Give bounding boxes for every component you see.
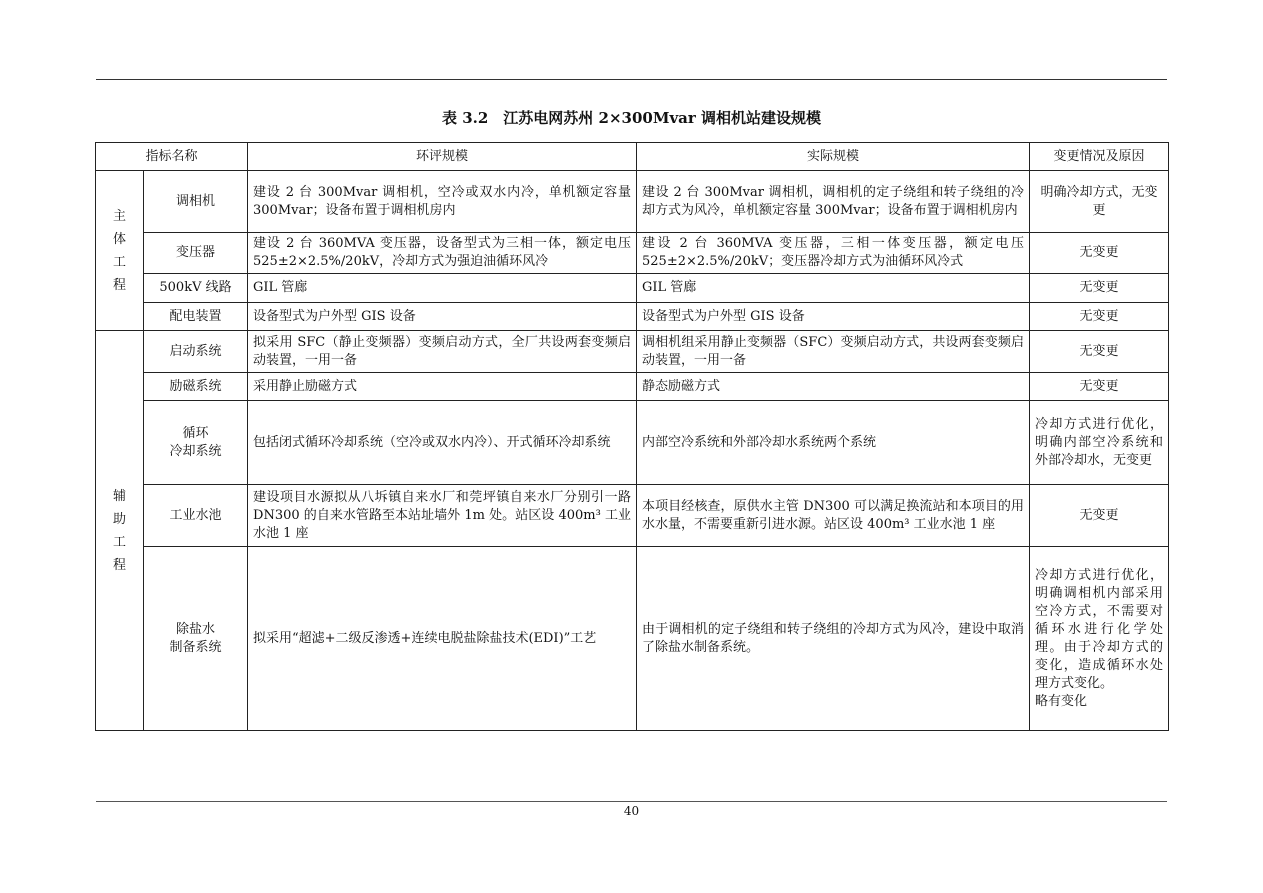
row-name: 励磁系统	[144, 373, 248, 401]
table-header-row	[96, 143, 1169, 171]
row-eia: 设备型式为户外型 GIS 设备	[248, 303, 637, 331]
row-change: 冷却方式进行优化，明确调相机内部采用空冷方式，不需要对循环水进行化学处理。由于冷却方式的变化，造成循环水处理方式变化。 略有变化	[1030, 547, 1169, 731]
table-row	[96, 274, 1169, 303]
group-main-label: 主 体 工 程	[96, 171, 144, 331]
row-change: 无变更	[1030, 233, 1169, 274]
table-row	[96, 485, 1169, 547]
table-title: 表 3.2 江苏电网苏州 2×300Mvar 调相机站建设规模	[441, 109, 822, 127]
row-change: 无变更	[1030, 274, 1169, 303]
row-change: 无变更	[1030, 303, 1169, 331]
row-name: 启动系统	[144, 331, 248, 373]
row-actual: 调相机组采用静止变频器（SFC）变频启动方式，共设两套变频启动装置，一用一备	[637, 331, 1030, 373]
row-actual: 静态励磁方式	[637, 373, 1030, 401]
row-actual: 设备型式为户外型 GIS 设备	[637, 303, 1030, 331]
row-actual: 由于调相机的定子绕组和转子绕组的冷却方式为风冷，建设中取消了除盐水制备系统。	[637, 547, 1030, 731]
row-eia: 拟采用“超滤+二级反渗透+连续电脱盐除盐技术(EDI)”工艺	[248, 547, 637, 731]
table-row	[96, 303, 1169, 331]
row-eia: GIL 管廊	[248, 274, 637, 303]
row-change: 无变更	[1030, 373, 1169, 401]
header-eia-scale: 环评规模	[248, 143, 637, 171]
row-actual: GIL 管廊	[637, 274, 1030, 303]
row-change: 冷却方式进行优化，明确内部空冷系统和外部冷却水，无变更	[1030, 401, 1169, 485]
row-eia: 采用静止励磁方式	[248, 373, 637, 401]
row-eia: 建设项目水源拟从八坼镇自来水厂和莞坪镇自来水厂分别引一路 DN300 的自来水管路至本站址墙外 1m 处。站区设 400m³ 工业水池 1 座	[248, 485, 637, 547]
row-actual: 建设 2 台 360MVA 变压器，三相一体变压器，额定电压 525±2×2.5%/20kV；变压器冷却方式为油循环风冷式	[637, 233, 1030, 274]
header-actual-scale: 实际规模	[637, 143, 1030, 171]
row-name: 调相机	[144, 171, 248, 233]
row-eia: 包括闭式循环冷却系统（空冷或双水内冷）、开式循环冷却系统	[248, 401, 637, 485]
group-aux-label: 辅 助 工 程	[96, 331, 144, 731]
table-row	[96, 547, 1169, 731]
row-name: 工业水池	[144, 485, 248, 547]
table-row	[96, 171, 1169, 233]
table-row	[96, 331, 1169, 373]
footer-rule	[96, 801, 1167, 802]
table-row	[96, 373, 1169, 401]
row-change: 无变更	[1030, 331, 1169, 373]
header-indicator: 指标名称	[96, 143, 248, 171]
row-actual: 本项目经核查，原供水主管 DN300 可以满足换流站和本项目的用水水量，不需要重新引进水源。站区设 400m³ 工业水池 1 座	[637, 485, 1030, 547]
row-change: 无变更	[1030, 485, 1169, 547]
row-name: 循环 冷却系统	[144, 401, 248, 485]
row-name: 变压器	[144, 233, 248, 274]
page-number: 40	[623, 804, 640, 818]
construction-scale-table	[95, 142, 1169, 731]
row-eia: 建设 2 台 300Mvar 调相机，空冷或双水内冷，单机额定容量 300Mvar；设备布置于调相机房内	[248, 171, 637, 233]
header-rule	[96, 79, 1167, 80]
table-row	[96, 401, 1169, 485]
row-name: 配电装置	[144, 303, 248, 331]
row-eia: 拟采用 SFC（静止变频器）变频启动方式，全厂共设两套变频启动装置，一用一备	[248, 331, 637, 373]
row-actual: 建设 2 台 300Mvar 调相机，调相机的定子绕组和转子绕组的冷却方式为风冷，单机额定容量 300Mvar；设备布置于调相机房内	[637, 171, 1030, 233]
row-name: 除盐水 制备系统	[144, 547, 248, 731]
header-change: 变更情况及原因	[1030, 143, 1169, 171]
row-change: 明确冷却方式，无变更	[1030, 171, 1169, 233]
row-name: 500kV 线路	[144, 274, 248, 303]
row-actual: 内部空冷系统和外部冷却水系统两个系统	[637, 401, 1030, 485]
row-eia: 建设 2 台 360MVA 变压器，设备型式为三相一体，额定电压 525±2×2.5%/20kV，冷却方式为强迫油循环风冷	[248, 233, 637, 274]
table-row	[96, 233, 1169, 274]
